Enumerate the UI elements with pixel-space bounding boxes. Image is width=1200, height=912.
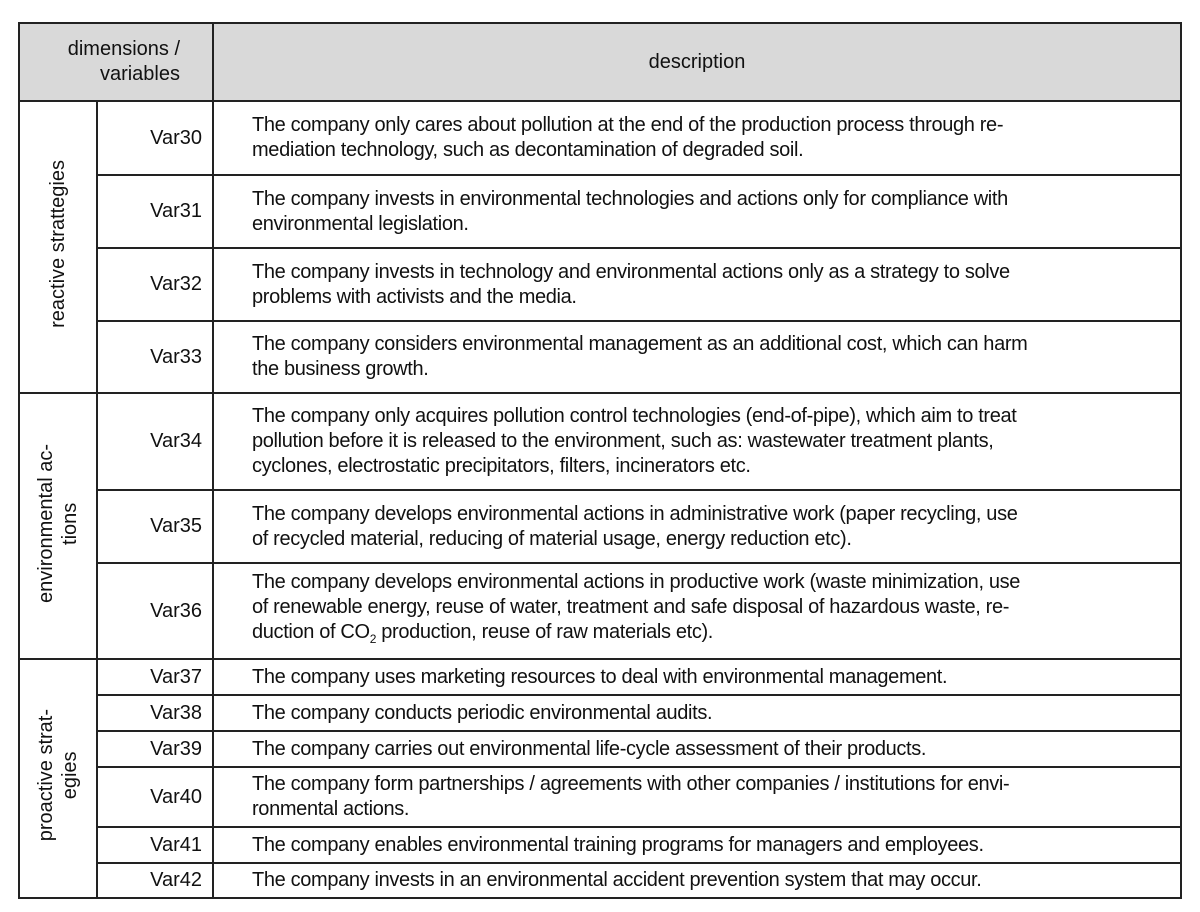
- table-row: [19, 767, 1181, 827]
- group-label: reactive strattegies: [47, 160, 69, 328]
- group-label-cell: [19, 101, 97, 393]
- variable-id: Var39: [97, 731, 213, 767]
- variable-description: The company invests in technology and environmental actions only as a strategy to solve problems with activists and the media.: [213, 248, 1181, 321]
- table-row: [19, 695, 1181, 731]
- variable-id: Var36: [97, 563, 213, 659]
- table-row: [19, 101, 1181, 175]
- table-row: [19, 863, 1181, 898]
- header-description: description: [213, 23, 1181, 101]
- variable-id: Var40: [97, 767, 213, 827]
- variable-id: Var37: [97, 659, 213, 695]
- variable-description: The company considers environmental management as an additional cost, which can harm the business growth.: [213, 321, 1181, 393]
- table-row: [19, 731, 1181, 767]
- variable-description: The company only acquires pollution control technologies (end-of-pipe), which aim to treat pollution before it is released to the environment, such as: wastewater treatment plants, cyclones, electrostatic precipitators, filters, incinerators etc.: [213, 393, 1181, 490]
- variable-description: The company develops environmental actions in administrative work (paper recycling, use of recycled material, reducing of material usage, energy reduction etc).: [213, 490, 1181, 563]
- variable-id: Var41: [97, 827, 213, 863]
- group-label: proactive strat- egies: [35, 709, 81, 842]
- group-label-cell: [19, 659, 97, 898]
- variable-id: Var32: [97, 248, 213, 321]
- variable-id: Var35: [97, 490, 213, 563]
- variable-description: The company carries out environmental life-cycle assessment of their products.: [213, 731, 1181, 767]
- table-row: [19, 321, 1181, 393]
- table-row: [19, 175, 1181, 248]
- variable-id: Var30: [97, 101, 213, 175]
- table-row: [19, 563, 1181, 659]
- variable-description: The company uses marketing resources to deal with environmental management.: [213, 659, 1181, 695]
- variable-description: The company conducts periodic environmental audits.: [213, 695, 1181, 731]
- table-row: [19, 490, 1181, 563]
- variable-description: The company form partnerships / agreements with other companies / institutions for envi- ronmental actions.: [213, 767, 1181, 827]
- variable-description: The company invests in environmental technologies and actions only for compliance with environmental legislation.: [213, 175, 1181, 248]
- header-row: [19, 23, 1181, 101]
- table-row: [19, 827, 1181, 863]
- variable-id: Var31: [97, 175, 213, 248]
- table-row: [19, 248, 1181, 321]
- header-dimensions: dimensions / variables: [19, 23, 213, 101]
- variable-id: Var33: [97, 321, 213, 393]
- variables-table: [18, 22, 1182, 899]
- group-label-cell: [19, 393, 97, 659]
- variable-id: Var38: [97, 695, 213, 731]
- variable-description: The company invests in an environmental accident prevention system that may occur.: [213, 863, 1181, 898]
- table-row: [19, 659, 1181, 695]
- table-row: [19, 393, 1181, 490]
- variable-description: The company only cares about pollution at the end of the production process through re- mediation technology, such as decontamination of degraded soil.: [213, 101, 1181, 175]
- variable-id: Var34: [97, 393, 213, 490]
- variable-description: The company develops environmental actions in productive work (waste minimization, use of renewable energy, reuse of water, treatment and safe disposal of hazardous waste, re- duction of $CO_2$ production, reuse of raw materials etc).: [213, 563, 1181, 659]
- variable-id: Var42: [97, 863, 213, 898]
- group-label: environmental ac- tions: [35, 443, 81, 603]
- variable-description: The company enables environmental training programs for managers and employees.: [213, 827, 1181, 863]
